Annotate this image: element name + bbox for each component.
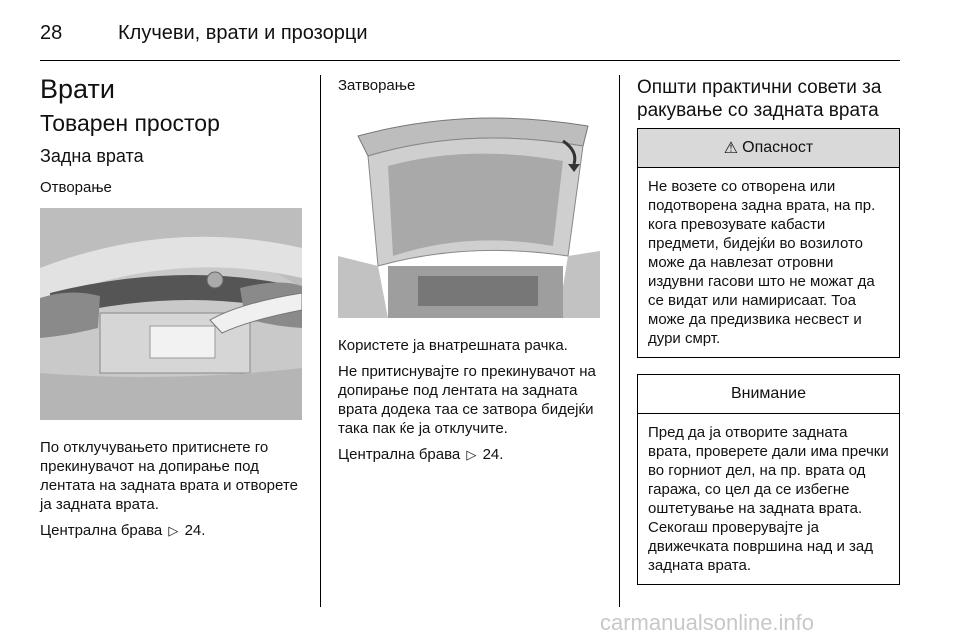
column-divider xyxy=(619,75,620,607)
opening-heading: Отворање xyxy=(40,179,112,196)
triangle-reference-icon: ▷ xyxy=(168,523,179,538)
closing-heading: Затворање xyxy=(338,77,416,94)
caution-text: Пред да ја отворите задната врата, проверете дали има пречки во горниот дел, на пр. врата од гаража, со цел да се избегне оштетување на задната врата. Секогаш проверувајте ја движечката површина над и зад задната врата. xyxy=(648,424,889,574)
running-title: Клучеви, врати и прозорци xyxy=(118,22,368,44)
warning-triangle-icon: ⚠ xyxy=(723,140,739,157)
page-number: 28 xyxy=(40,22,63,44)
column-divider xyxy=(320,75,321,607)
tailgate-closing-illustration xyxy=(338,106,600,318)
tailgate-opening-illustration xyxy=(40,208,302,420)
watermark: carmanualsonline.info xyxy=(600,610,815,635)
caution-label: Внимание xyxy=(730,385,806,402)
danger-header xyxy=(638,129,899,168)
subsubsection-title: Задна врата xyxy=(40,146,144,166)
reference-text: Централна брава xyxy=(338,446,461,463)
reference-page: 24. xyxy=(184,522,206,539)
opening-paragraph: По отклучувањето притиснете го прекинувачот на допирање под лентата на задната врата и отворете ја задната врата. xyxy=(40,439,298,513)
page-header xyxy=(0,0,960,62)
danger-label: Опасност xyxy=(742,139,814,156)
closing-paragraph: Не притиснувајте го прекинувачот на допирање под лентата на задната врата додека таа се затвора бидејќи така пак ќе ја отклучите. xyxy=(338,363,596,437)
danger-text: Не возете со отворена или подотворена задна врата, на пр. кога превозувате кабасти предмети, бидејќи во возилото може да навлезат отровни издувни гасови што не можат да се видат или намирисаат. Тоа може да предизвика несвест и дури смрт. xyxy=(648,178,876,347)
inner-handle-paragraph: Користете ја внатрешната рачка. xyxy=(338,337,568,354)
section-title: Врати xyxy=(40,74,115,104)
column-3 xyxy=(637,72,900,585)
column-2 xyxy=(338,72,600,471)
reference-line xyxy=(40,521,302,540)
subsection-title: Товарен простор xyxy=(40,110,220,136)
tips-heading: Општи практични совети за ракување со задната врата xyxy=(637,77,882,121)
caution-header xyxy=(638,375,899,414)
reference-line xyxy=(338,445,600,464)
reference-text: Централна брава xyxy=(40,522,163,539)
column-1 xyxy=(40,72,302,547)
header-rule xyxy=(40,60,900,61)
danger-box xyxy=(637,128,900,358)
triangle-reference-icon: ▷ xyxy=(466,447,477,462)
reference-page: 24. xyxy=(482,446,504,463)
caution-box xyxy=(637,374,900,585)
